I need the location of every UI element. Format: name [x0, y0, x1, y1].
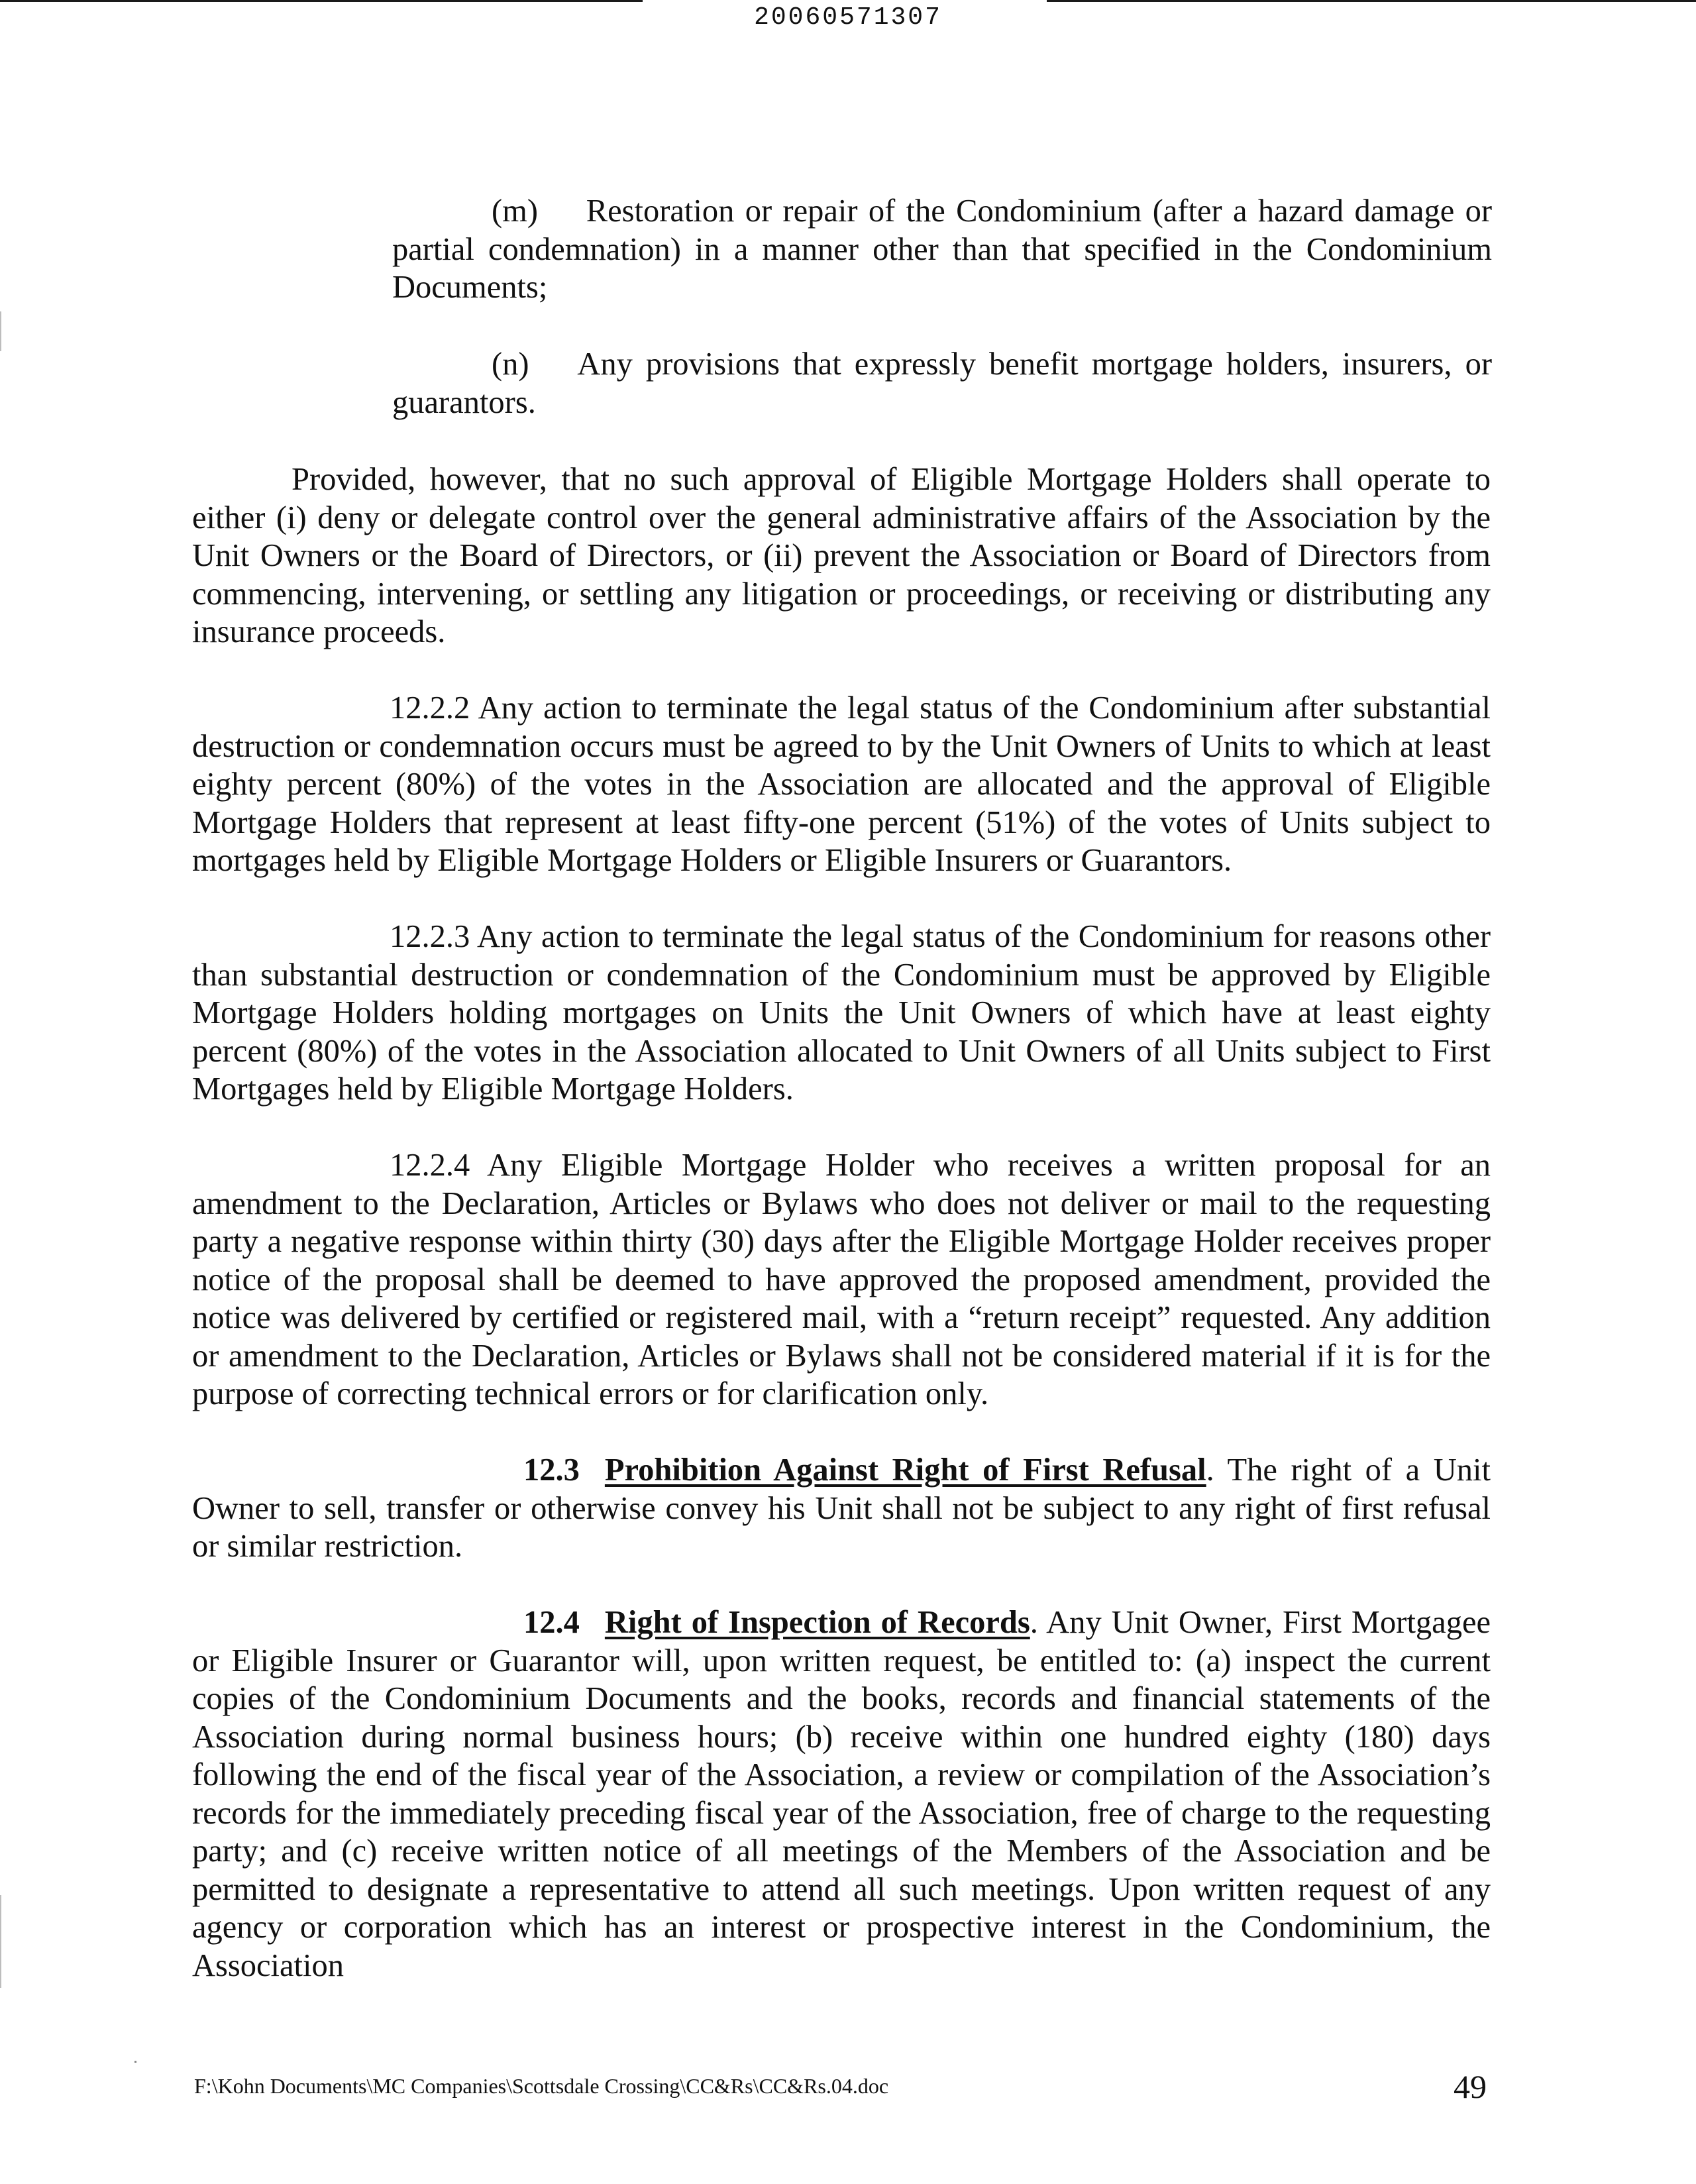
section-12-2-2-paragraph: 12.2.2 Any action to terminate the legal status of the Condominium after substantial destruction or condemnation occurs must be agreed to by the Unit Owners of Units to which at least eighty percent (80%) of the votes in the Association are allocated and the approval of Eligible Mortgage Holders that represent at least fifty-one percent (51%) of the votes of Units subject to mortgages held by Eligible Mortgage Holders or Eligible Insurers or Guarantors. — [192, 690, 1491, 878]
top-rule-left — [0, 0, 643, 2]
page-number: 49 — [1454, 2068, 1487, 2105]
footer-file-path: F:\Kohn Documents\MC Companies\Scottsdale Crossing\CC&Rs\CC&Rs.04.doc — [194, 2074, 889, 2098]
scan-speck — [134, 2061, 136, 2063]
scan-edge-mark — [0, 1895, 1, 1988]
section-12-3-number: 12.3 — [523, 1452, 580, 1488]
document-number: 20060571307 — [754, 3, 942, 32]
top-rule-right — [1047, 0, 1696, 2]
section-12-4-paragraph — [192, 1604, 1491, 1985]
section-12-3-paragraph — [192, 1451, 1491, 1566]
item-m-paragraph: (m) Restoration or repair of the Condominium (after a hazard damage or partial condemnation) in a manner other than that specified in the Condominium Documents; — [392, 193, 1492, 305]
section-12-4-body: . Any Unit Owner, First Mortgagee or Eligible Insurer or Guarantor will, upon written request, be entitled to: (a) inspect the current copies of the Condominium Documents and the books, records and financial statements of the Association during normal business hours; (b) receive within one hundred eighty (180) days following the end of the fiscal year of the Association, a review or compilation of the Association’s records for the immediately preceding fiscal year of the Association, free of charge to the requesting party; and (c) receive written notice of all meetings of the Members of the Association and be permitted to designate a representative to attend all such meetings. Upon written request of any agency or corporation which has an interest or prospective interest in the Condominium, the Association — [192, 1605, 1491, 1983]
section-12-2-3-paragraph: 12.2.3 Any action to terminate the legal status of the Condominium for reasons other than substantial destruction or condemnation of the Condominium must be approved by Eligible Mortgage Holders holding mortgages on Units the Unit Owners of which have at least eighty percent (80%) of the votes in the Association allocated to Unit Owners of all Units subject to First Mortgages held by Eligible Mortgage Holders. — [192, 919, 1491, 1107]
provided-however-paragraph: Provided, however, that no such approval of Eligible Mortgage Holders shall operate to either (i) deny or delegate control over the general administrative affairs of the Association by the Unit Owners or the Board of Directors, or (ii) prevent the Association or Board of Directors from commencing, intervening, or settling any litigation or proceedings, or receiving or distributing any insurance proceeds. — [192, 462, 1491, 649]
item-n-paragraph: (n) Any provisions that expressly benefit mortgage holders, insurers, or guarantors. — [392, 347, 1492, 420]
section-12-3-body: . The right of a Unit Owner to sell, transfer or otherwise convey his Unit shall not be subject to any right of first refusal or similar restriction. — [192, 1452, 1491, 1564]
section-12-4-title: Right of Inspection of Records — [604, 1605, 1030, 1640]
section-12-4-number: 12.4 — [523, 1605, 580, 1640]
scan-edge-mark — [0, 311, 1, 351]
section-12-2-4-paragraph: 12.2.4 Any Eligible Mortgage Holder who receives a written proposal for an amendment to the Declaration, Articles or Bylaws who does not deliver or mail to the requesting party a negative response within thirty (30) days after the Eligible Mortgage Holder receives proper notice of the proposal shall be deemed to have approved the proposed amendment, provided the notice was delivered by certified or registered mail, with a “return receipt” requested. Any addition or amendment to the Declaration, Articles or Bylaws shall not be considered material if it is for the purpose of correcting technical errors or for clarification only. — [192, 1148, 1491, 1411]
section-12-3-title: Prohibition Against Right of First Refusal — [604, 1452, 1206, 1488]
